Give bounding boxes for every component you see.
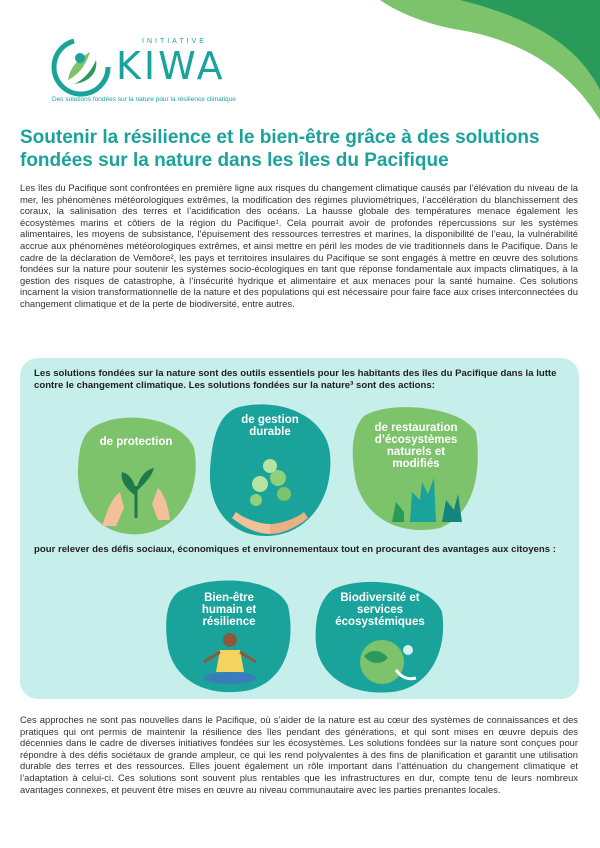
action-management-label: de gestion durable xyxy=(241,414,299,438)
action-protection xyxy=(72,408,200,538)
action-restoration xyxy=(350,402,482,534)
box-intro-text: Les solutions fondées sur la nature sont des outils essentiels pour les habitants des îles du Pacifique dans la lutte contre le changement climatique. Les solutions fondées sur la nature³ sont des actions: xyxy=(34,368,557,391)
kiwa-emblem-icon xyxy=(50,36,112,98)
protection-blob-icon xyxy=(72,408,200,538)
action-sustainable-management xyxy=(206,400,334,540)
logo-tagline: Des solutions fondées sur la nature pour la résilience climatique xyxy=(52,96,236,103)
benefit-wellbeing-label: Bien-être humain et résilience xyxy=(201,592,257,628)
logo-wordmark: KIWA xyxy=(116,44,226,88)
action-protection-label: de protection xyxy=(99,436,173,448)
box-middle-text: pour relever des défis sociaux, économiques et environnementaux tout en procurant des avantages aux citoyens : xyxy=(34,544,556,555)
nbs-infographic-box xyxy=(20,358,579,699)
benefit-biodiversity-label: Biodiversité et services écosystémiques xyxy=(335,592,425,628)
corner-wave-decoration xyxy=(340,0,600,120)
logo-initiative-text: INITIATIVE xyxy=(142,38,207,45)
action-restoration-label: de restauration d’écosystèmes naturels et modifiés xyxy=(374,422,458,470)
benefit-wellbeing xyxy=(164,576,294,696)
kiwa-logo xyxy=(50,34,250,104)
closing-paragraph: Ces approches ne sont pas nouvelles dans le Pacifique, où s’aider de la nature est au cœur des systèmes de connaissances et des pratiques qui ont permis de maintenir la résilience des îles pendant des générations, et qui sont mises en œuvre depuis des décennies dans le cadre de diverses initiatives fondées sur les écosystèmes. Les solutions fondées sur la nature sont conçues pour répondre à des défis sociétaux de grande ampleur, ce qui les rend polyvalentes à des fins de planification et garantit une utilisation durable des terres et des ressources. Elles jouent également un rôle important dans l’atténuation du changement climatique et l’adaptation à celui-ci. Ces solutions sont souvent plus rentables que les infrastructures en dur, compte tenu de leurs nombreux avantages connexes, et peuvent être mises en œuvre au niveau communautaire avec les parties prenantes locales. xyxy=(20,714,578,795)
page-title: Soutenir la résilience et le bien-être grâce à des solutions fondées sur la nature dans les îles du Pacifique xyxy=(20,127,540,171)
intro-paragraph: Les îles du Pacifique sont confrontées en première ligne aux risques du changement climatique causés par l’élévation du niveau de la mer, les phénomènes météorologiques extrêmes, la modification des régimes pluviométriques, l’accélération du blanchissement des coraux, la salinisation des terres et l’acidification des océans. La hausse globale des températures menace également les écosystèmes marins et côtiers de la région du Pacifique¹. Cela pourrait avoir de profondes répercussions sur les systèmes alimentaires, les moyens de subsistance, l’épuisement des ressources terrestres et marines, la disponibilité de l’eau, la vulnérabilité accrue aux phénomènes météorologiques extrêmes, et ainsi mettre en péril les modes de vie traditionnels dans le Pacifique. Dans le cadre de la déclaration de Vemõore², les pays et territoires insulaires du Pacifique se sont engagés à mettre en œuvre des solutions fondées sur la nature pour soutenir les systèmes socio-écologiques en tant que réponse fondamentale aux impacts climatiques, à la gestion des risques de catastrophe, à l’insécurité hydrique et alimentaire et aux menaces pour la santé humaine. Ces solutions incarnent la vision transformationnelle de la nature et des populations qui est nécessaire pour faire face aux crises interconnectées du changement climatique et de la perte de biodiversité, entre autres. xyxy=(20,182,578,309)
benefit-biodiversity xyxy=(312,578,448,696)
